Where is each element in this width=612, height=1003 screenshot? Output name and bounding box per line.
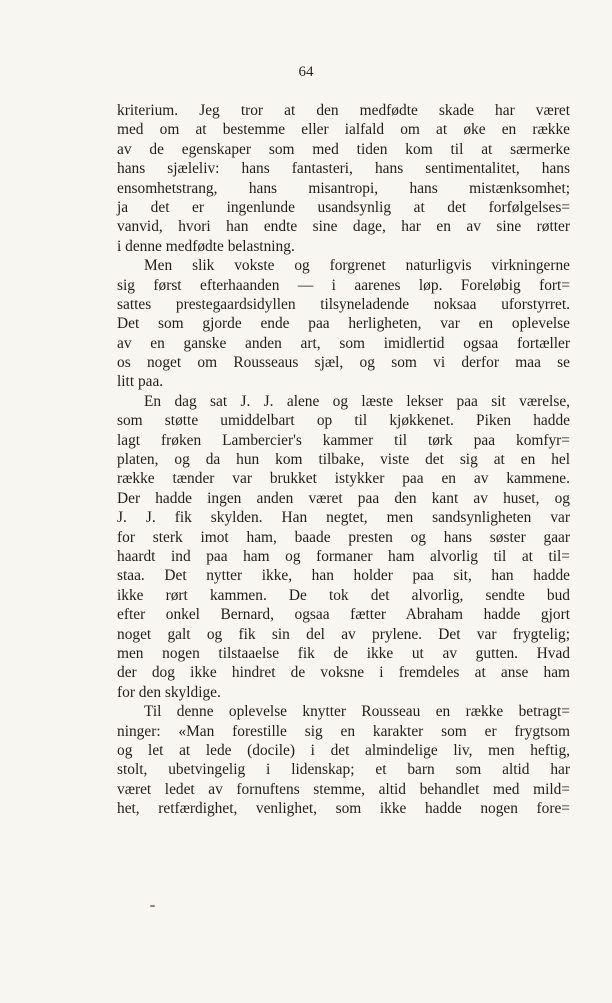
- ink-speck: [150, 905, 155, 907]
- text-line: men nogen tilstaaelse fik de ikke ut av gutten. Hvad: [117, 644, 570, 662]
- text-line: sattes prestegaardsidyllen tilsyneladende noksaa uforstyrret.: [117, 295, 570, 313]
- text-line: os noget om Rousseaus sjæl, og som vi derfor maa se: [117, 354, 570, 372]
- text-line: platen, og da hun kom tilbake, viste det sig at en hel: [117, 451, 570, 469]
- body-text: [117, 101, 570, 818]
- page-number: 64: [298, 64, 314, 80]
- text-line: litt paa.: [117, 373, 164, 391]
- text-line: kriterium. Jeg tror at den medfødte skade har været: [117, 102, 570, 119]
- text-line: hans sjæleliv: hans fantasteri, hans sentimentalitet, hans: [117, 160, 570, 178]
- paragraph-2: [117, 256, 570, 392]
- text-line: vanvid, hvori han endte sine dage, har en av sine røtter: [117, 218, 570, 236]
- text-line: efter onkel Bernard, ogsaa fætter Abraham hadde gjort: [117, 606, 570, 624]
- text-line: ikke rørt kammen. De tok det alvorlig, sendte bud: [117, 586, 570, 604]
- text-line: av de egenskaper som med tiden kom til at særmerke: [117, 140, 570, 158]
- text-line: sig først efterhaanden — i aarenes løp. Foreløbig fort=: [117, 276, 570, 294]
- text-line: av en ganske anden art, som imidlertid ogsaa fortæller: [117, 334, 570, 352]
- paragraph-4: [117, 702, 570, 818]
- text-line: ensomhetstrang, hans misantropi, hans mistænksomhet;: [117, 179, 570, 197]
- text-line: med om at bestemme eller ialfald om at øke en række: [117, 121, 570, 139]
- text-line: het, retfærdighet, venlighet, som ikke hadde nogen fore=: [117, 800, 570, 818]
- text-line: ninger: «Man forestille sig en karakter som er frygtsom: [117, 722, 570, 740]
- text-line: Der hadde ingen anden været paa den kant av huset, og: [117, 489, 570, 507]
- text-line: været ledet av fornuftens stemme, altid behandlet med mild=: [117, 780, 570, 798]
- text-line: for den skyldige.: [117, 683, 221, 701]
- paragraph-3: [117, 392, 570, 702]
- text-line: Det som gjorde ende paa herligheten, var en oplevelse: [117, 315, 570, 333]
- text-line: i denne medfødte belastning.: [117, 237, 295, 255]
- text-line: række tænder var brukket istykker paa en av kammene.: [117, 470, 570, 488]
- text-line: der dog ikke hindret de voksne i fremdeles at anse ham: [117, 664, 570, 682]
- text-line: for sterk imot ham, baade presten og hans søster gaar: [117, 528, 570, 546]
- text-line: og let at lede (docile) i det almindelige liv, men heftig,: [117, 741, 570, 759]
- text-line: ja det er ingenlunde usandsynlig at det forfølgelses=: [117, 198, 570, 216]
- text-line: J. J. fik skylden. Han negtet, men sandsynligheten var: [117, 509, 570, 527]
- text-line: Men slik vokste og forgrenet naturligvis virkningerne: [144, 257, 570, 275]
- text-line: haardt ind paa ham og formaner ham alvorlig til at til=: [117, 547, 570, 565]
- text-line: Til denne oplevelse knytter Rousseau en række betragt=: [144, 703, 570, 721]
- paragraph-1: [117, 101, 570, 256]
- text-line: noget galt og fik sin del av prylene. Det var frygtelig;: [117, 625, 570, 643]
- text-line: staa. Det nytter ikke, han holder paa sit, han hadde: [117, 567, 570, 585]
- text-line: som støtte umiddelbart op til kjøkkenet. Piken hadde: [117, 412, 570, 430]
- text-line: En dag sat J. J. alene og læste lekser paa sit værelse,: [144, 392, 570, 410]
- text-line: lagt frøken Lambercier's kammer til tørk paa komfyr=: [117, 431, 570, 449]
- text-line: stolt, ubetvingelig i lidenskap; et barn som altid har: [117, 761, 570, 779]
